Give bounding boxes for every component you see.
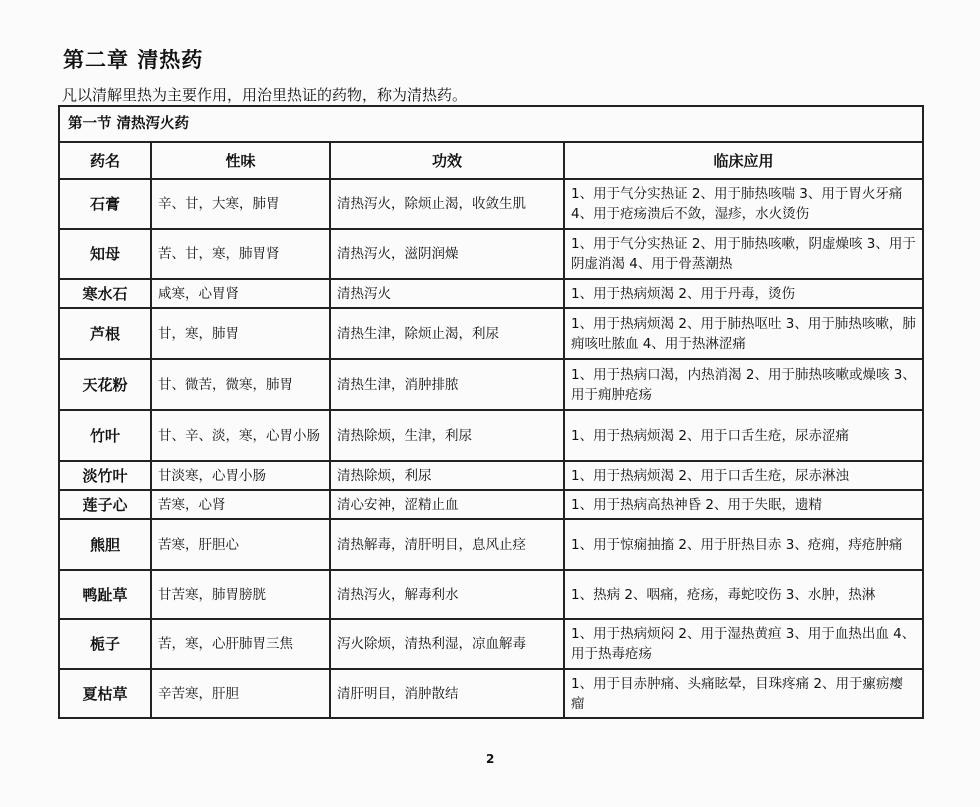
usage-cell: 1、用于气分实热证 2、用于肺热咳嗽，阴虚燥咳 3、用于阴虚消渴 4、用于骨蒸潮热 bbox=[564, 229, 923, 279]
effect-cell: 泻火除烦，清热利湿，凉血解毒 bbox=[330, 619, 564, 669]
nature-cell: 甘淡寒，心胃小肠 bbox=[151, 461, 330, 490]
table-row bbox=[59, 490, 923, 519]
table-row bbox=[59, 308, 923, 359]
column-header: 临床应用 bbox=[564, 142, 923, 179]
effect-cell: 清热解毒，清肝明目，息风止痉 bbox=[330, 519, 564, 570]
nature-cell: 苦寒，肝胆心 bbox=[151, 519, 330, 570]
usage-cell: 1、用于热病烦闷 2、用于湿热黄疸 3、用于血热出血 4、用于热毒疮疡 bbox=[564, 619, 923, 669]
table-row bbox=[59, 570, 923, 619]
effect-cell: 清热泻火，解毒利水 bbox=[330, 570, 564, 619]
nature-cell: 甘，寒，肺胃 bbox=[151, 308, 330, 359]
effect-cell: 清心安神，涩精止血 bbox=[330, 490, 564, 519]
usage-cell: 1、用于热病烦渴 2、用于肺热呕吐 3、用于肺热咳嗽，肺痈咳吐脓血 4、用于热淋涩痛 bbox=[564, 308, 923, 359]
herb-name: 知母 bbox=[59, 229, 151, 279]
nature-cell: 甘、辛、淡，寒，心胃小肠 bbox=[151, 410, 330, 461]
nature-cell: 苦寒，心肾 bbox=[151, 490, 330, 519]
header-row bbox=[59, 142, 923, 179]
herb-name: 竹叶 bbox=[59, 410, 151, 461]
effect-cell: 清热除烦，利尿 bbox=[330, 461, 564, 490]
effect-cell: 清热泻火 bbox=[330, 279, 564, 308]
table-row bbox=[59, 461, 923, 490]
nature-cell: 辛苦寒，肝胆 bbox=[151, 669, 330, 718]
usage-cell: 1、用于惊痫抽搐 2、用于肝热目赤 3、疮痈，痔疮肿痛 bbox=[564, 519, 923, 570]
nature-cell: 甘苦寒，肺胃膀胱 bbox=[151, 570, 330, 619]
effect-cell: 清热生津，消肿排脓 bbox=[330, 359, 564, 410]
nature-cell: 咸寒，心胃肾 bbox=[151, 279, 330, 308]
table-row bbox=[59, 359, 923, 410]
effect-cell: 清热生津，除烦止渴，利尿 bbox=[330, 308, 564, 359]
nature-cell: 苦、甘，寒，肺胃肾 bbox=[151, 229, 330, 279]
usage-cell: 1、用于热病高热神昏 2、用于失眠，遗精 bbox=[564, 490, 923, 519]
herb-name: 夏枯草 bbox=[59, 669, 151, 718]
usage-cell: 1、热病 2、咽痛，疮疡，毒蛇咬伤 3、水肿，热淋 bbox=[564, 570, 923, 619]
herb-name: 芦根 bbox=[59, 308, 151, 359]
usage-cell: 1、用于目赤肿痛、头痛眩晕，目珠疼痛 2、用于瘰疬瘿瘤 bbox=[564, 669, 923, 718]
usage-cell: 1、用于热病烦渴 2、用于口舌生疮，尿赤淋浊 bbox=[564, 461, 923, 490]
page-number: 2 bbox=[486, 752, 495, 766]
nature-cell: 苦，寒，心肝肺胃三焦 bbox=[151, 619, 330, 669]
section-title: 第一节 清热泻火药 bbox=[59, 106, 923, 142]
herb-name: 栀子 bbox=[59, 619, 151, 669]
table-row bbox=[59, 410, 923, 461]
nature-cell: 辛、甘，大寒，肺胃 bbox=[151, 179, 330, 229]
herb-name: 淡竹叶 bbox=[59, 461, 151, 490]
effect-cell: 清热泻火，滋阴润燥 bbox=[330, 229, 564, 279]
nature-cell: 甘、微苦，微寒，肺胃 bbox=[151, 359, 330, 410]
herb-name: 寒水石 bbox=[59, 279, 151, 308]
table-row bbox=[59, 179, 923, 229]
herb-name: 莲子心 bbox=[59, 490, 151, 519]
usage-cell: 1、用于热病烦渴 2、用于口舌生疮，尿赤涩痛 bbox=[564, 410, 923, 461]
table-row bbox=[59, 669, 923, 718]
column-header: 性味 bbox=[151, 142, 330, 179]
usage-cell: 1、用于热病口渴，内热消渴 2、用于肺热咳嗽或燥咳 3、用于痈肿疮疡 bbox=[564, 359, 923, 410]
column-header: 功效 bbox=[330, 142, 564, 179]
effect-cell: 清热泻火，除烦止渴，收敛生肌 bbox=[330, 179, 564, 229]
herb-name: 石膏 bbox=[59, 179, 151, 229]
herb-name: 鸭趾草 bbox=[59, 570, 151, 619]
effect-cell: 清肝明目，消肿散结 bbox=[330, 669, 564, 718]
table-row bbox=[59, 519, 923, 570]
usage-cell: 1、用于热病烦渴 2、用于丹毒，烫伤 bbox=[564, 279, 923, 308]
chapter-intro: 凡以清解里热为主要作用，用治里热证的药物，称为清热药。 bbox=[62, 86, 468, 104]
herb-name: 天花粉 bbox=[59, 359, 151, 410]
column-header: 药名 bbox=[59, 142, 151, 179]
table-row bbox=[59, 229, 923, 279]
usage-cell: 1、用于气分实热证 2、用于肺热咳喘 3、用于胃火牙痛 4、用于疮疡溃后不敛，湿疹，水火烫伤 bbox=[564, 179, 923, 229]
table-row bbox=[59, 619, 923, 669]
chapter-title: 第二章 清热药 bbox=[63, 48, 204, 72]
herb-table bbox=[58, 105, 924, 719]
effect-cell: 清热除烦，生津，利尿 bbox=[330, 410, 564, 461]
herb-name: 熊胆 bbox=[59, 519, 151, 570]
table-row bbox=[59, 279, 923, 308]
